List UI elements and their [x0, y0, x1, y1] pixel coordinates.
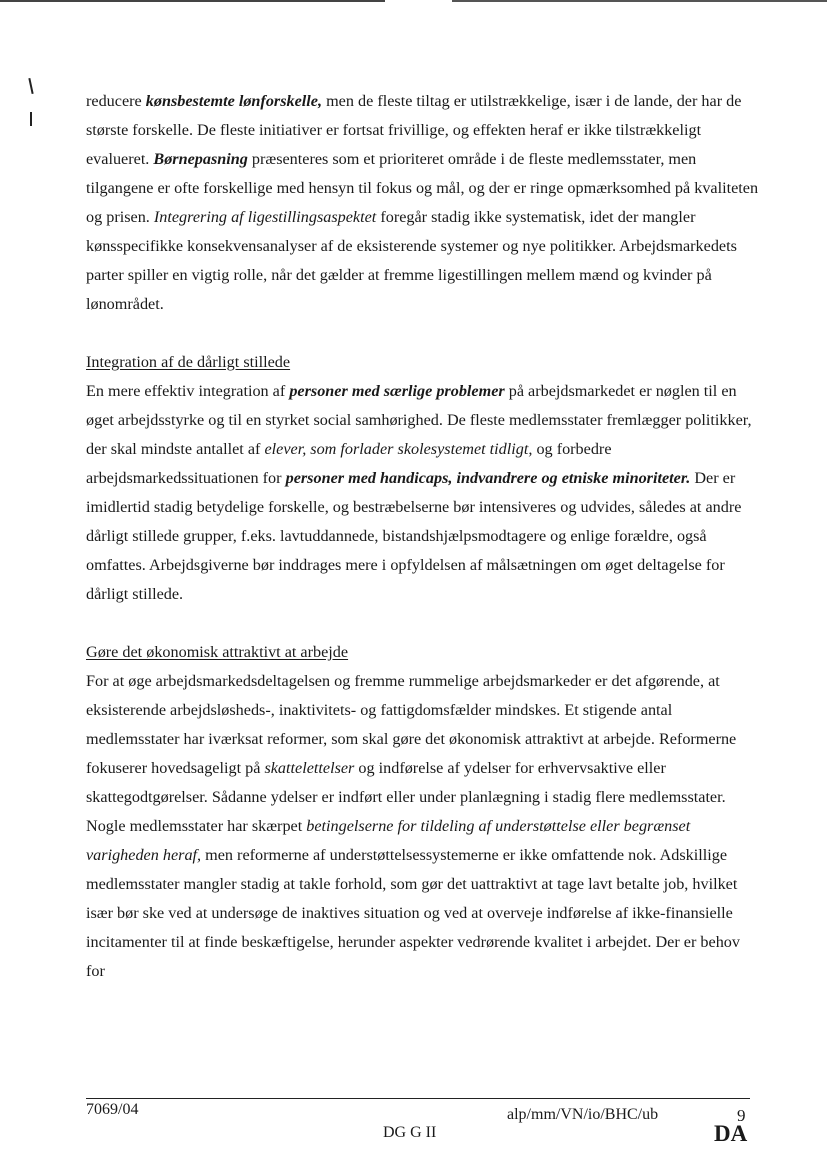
- page-number: 9: [737, 1106, 746, 1125]
- paragraph-gender-equality: [86, 87, 762, 319]
- text: men reformerne af understøttelsessystemerne er ikke omfattende nok. Adskillige medlemsstater mangler stadig at takle forhold, som gør det uattraktivt at tage lavt betalte job, hvilket især bør ske ved at undersøge de inaktives situation og ved at overveje indførelse af ikke-finansielle incitamenter til at finde beskæftigelse, herunder aspekter vedrørende kvalitet i arbejdet. Der er behov for: [86, 846, 740, 980]
- footer-rule: [86, 1098, 750, 1099]
- emphasis: betingelserne for tildeling af understøttelse eller begrænset varigheden heraf,: [86, 817, 691, 864]
- scan-edge-line-left: [0, 0, 385, 2]
- text: men de fleste tiltag er utilstrækkelige, især i de lande, der har de største forskelle. De fleste initiativer er fortsat frivillige, og effekten heraf er ikke tilstrækkeligt evalueret.: [86, 92, 742, 168]
- emphasis: Integrering af ligestillingsaspektet: [153, 208, 377, 226]
- paragraph-integration: [86, 377, 762, 609]
- paragraph-spacer: [86, 319, 762, 348]
- document-body: [86, 87, 762, 986]
- emphasis: personer med handicaps, indvandrere og etniske minoriteter.: [285, 469, 691, 487]
- emphasis: skattelettelser: [264, 759, 355, 777]
- paragraph-spacer: [86, 609, 762, 638]
- text: foregår stadig ikke systematisk, idet der mangler kønsspecifikke konsekvensanalyser af de eksisterende systemer og nye politikker. Arbejdsmarkedets parter spiller en vigtig rolle, når det gælder at fremme ligestillingen mellem mænd og kvinder på lønområdet.: [86, 208, 737, 313]
- text: En mere effektiv integration af: [86, 382, 290, 400]
- text: og forbedre arbejdsmarkedssituationen for: [86, 440, 612, 487]
- section-heading-integration: Integration af de dårligt stillede: [86, 353, 291, 371]
- language-code: DA: [714, 1121, 748, 1146]
- text: og indførelse af ydelser for erhvervsaktive eller skattegodtgørelser. Sådanne ydelser er indført eller under planlægning i stadig flere medlemsstater. Nogle medlemsstater har skærpet: [86, 759, 726, 835]
- scan-edge-line-right: [452, 0, 827, 2]
- text: reducere: [86, 92, 146, 110]
- margin-mark: [30, 112, 32, 126]
- emphasis: Børnepasning: [153, 150, 248, 168]
- text: For at øge arbejdsmarkedsdeltagelsen og fremme rummelige arbejdsmarkeder er det afgørende, at eksisterende arbejdsløsheds-, inaktivitets- og fattigdomsfælder mindskes. Et stigende antal medlemsstater har iværksat reformer, som skal gøre det økonomisk attraktivt at arbejde. Reformerne fokuserer hovedsageligt på: [86, 672, 737, 777]
- directorate: DG G II: [383, 1124, 437, 1141]
- text: Der er imidlertid stadig betydelige forskelle, og bestræbelserne bør intensiveres og udvides, således at andre dårligt stillede grupper, f.eks. lavtuddannede, bistandshjælpsmodtagere og enlige forældre, også omfattes. Arbejdsgiverne bør inddrages mere i opfyldelsen af målsætningen om øget deltagelse for dårligt stillede.: [86, 469, 742, 603]
- section-heading-make-work-pay: Gøre det økonomisk attraktivt at arbejde: [86, 643, 349, 661]
- emphasis: personer med særlige problemer: [289, 382, 505, 400]
- reference-code: alp/mm/VN/io/BHC/ub: [507, 1106, 659, 1123]
- emphasis: elever, som forlader skolesystemet tidligt,: [264, 440, 533, 458]
- emphasis: kønsbestemte lønforskelle,: [145, 92, 323, 110]
- text: præsenteres som et prioriteret område i de fleste medlemsstater, men tilgangene er ofte forskellige med hensyn til fokus og mål, og der er ringe opmærksomhed på kvaliteten og prisen.: [86, 150, 759, 226]
- margin-mark: [28, 78, 33, 94]
- paragraph-make-work-pay: [86, 667, 762, 986]
- text: på arbejdsmarkedet er nøglen til en øget arbejdsstyrke og til en styrket social samhørighed. De fleste medlemsstater fremlægger politikker, der skal mindste antallet af: [86, 382, 752, 458]
- document-number: 7069/04: [86, 1101, 139, 1118]
